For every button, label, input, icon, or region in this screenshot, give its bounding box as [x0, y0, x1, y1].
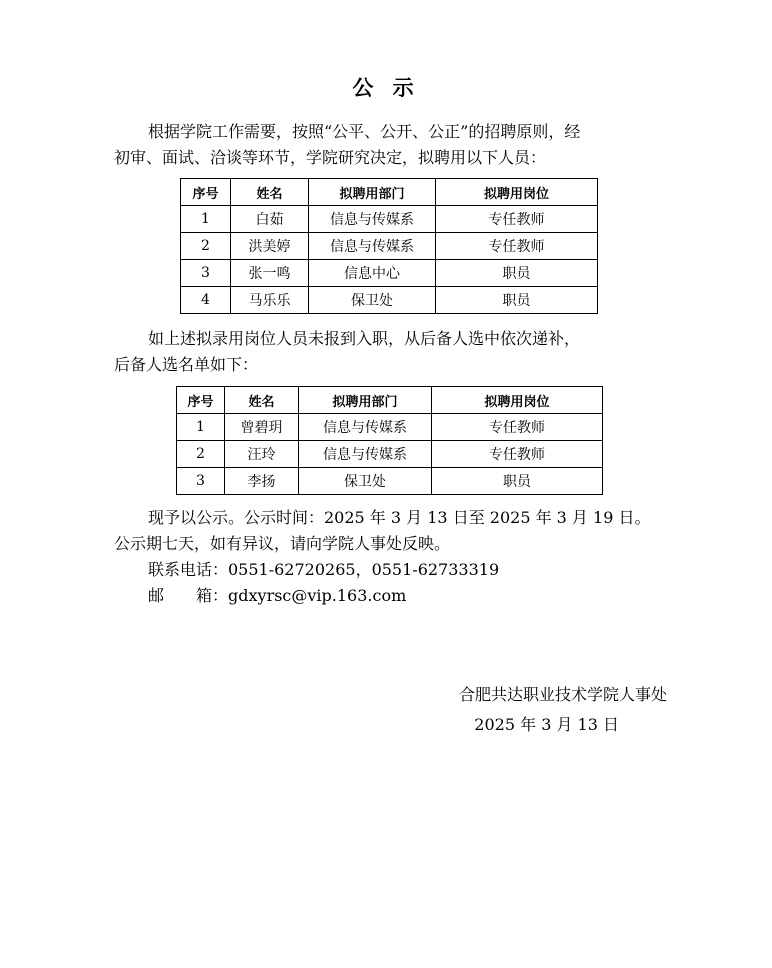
cell-position: 专任教师: [436, 233, 598, 260]
page-title: 公 示: [352, 76, 420, 100]
cell-name: 曾碧玥: [225, 414, 299, 441]
signature-date: 2025 年 3 月 13 日: [474, 715, 619, 734]
cell-position: 职员: [436, 260, 598, 287]
cell-name: 汪玲: [225, 441, 299, 468]
cell-department: 信息与传媒系: [299, 441, 432, 468]
backup-line-1: 如上述拟录用岗位人员未报到入职，从后备人选中依次递补，: [148, 329, 581, 348]
table-row: [177, 414, 603, 441]
intro-paragraph: [114, 119, 674, 171]
backup-line-2: 后备人选名单如下：: [114, 355, 259, 374]
cell-name: 白茹: [231, 206, 309, 233]
cell-index: 1: [177, 414, 225, 441]
hire-table: [180, 178, 598, 314]
col-header-position: 拟聘用岗位: [432, 387, 603, 414]
col-header-department: 拟聘用部门: [299, 387, 432, 414]
table-row: [181, 260, 598, 287]
cell-index: 1: [181, 206, 231, 233]
col-header-index: 序号: [181, 179, 231, 206]
cell-name: 马乐乐: [231, 287, 309, 314]
intro-line-1: 根据学院工作需要，按照“公平、公开、公正”的招聘原则，经: [148, 122, 581, 141]
notice-line-1: 现予以公示。公示时间：2025 年 3 月 13 日至 2025 年 3 月 19 日。: [148, 508, 651, 527]
table-row: [177, 468, 603, 495]
col-header-name: 姓名: [225, 387, 299, 414]
cell-index: 3: [177, 468, 225, 495]
email-label: 邮 箱：: [148, 586, 229, 605]
cell-department: 保卫处: [299, 468, 432, 495]
table-row: [181, 206, 598, 233]
cell-name: 张一鸣: [231, 260, 309, 287]
cell-position: 职员: [436, 287, 598, 314]
cell-index: 2: [181, 233, 231, 260]
cell-name: 洪美婷: [231, 233, 309, 260]
col-header-department: 拟聘用部门: [309, 179, 436, 206]
cell-department: 保卫处: [309, 287, 436, 314]
table-header-row: [177, 387, 603, 414]
backup-paragraph: [114, 326, 674, 378]
col-header-position: 拟聘用岗位: [436, 179, 598, 206]
contact-phone: 联系电话：0551-62720265，0551-62733319: [148, 560, 500, 579]
cell-position: 专任教师: [432, 441, 603, 468]
col-header-name: 姓名: [231, 179, 309, 206]
table-row: [181, 233, 598, 260]
cell-department: 信息中心: [309, 260, 436, 287]
table-row: [181, 287, 598, 314]
cell-index: 3: [181, 260, 231, 287]
cell-department: 信息与传媒系: [299, 414, 432, 441]
intro-line-2: 初审、面试、洽谈等环节，学院研究决定，拟聘用以下人员：: [114, 148, 547, 167]
cell-name: 李扬: [225, 468, 299, 495]
contact-email-row: [114, 583, 674, 609]
notice-paragraph: [114, 505, 674, 609]
cell-index: 2: [177, 441, 225, 468]
table-row: [177, 441, 603, 468]
cell-position: 专任教师: [436, 206, 598, 233]
table-header-row: [181, 179, 598, 206]
backup-table: [176, 386, 603, 495]
cell-position: 职员: [432, 468, 603, 495]
signature-org: 合肥共达职业技术学院人事处: [458, 685, 667, 704]
cell-position: 专任教师: [432, 414, 603, 441]
email-address: gdxyrsc@vip.163.com: [228, 586, 407, 605]
cell-department: 信息与传媒系: [309, 233, 436, 260]
notice-line-2: 公示期七天，如有异议，请向学院人事处反映。: [114, 534, 451, 553]
cell-department: 信息与传媒系: [309, 206, 436, 233]
cell-index: 4: [181, 287, 231, 314]
col-header-index: 序号: [177, 387, 225, 414]
